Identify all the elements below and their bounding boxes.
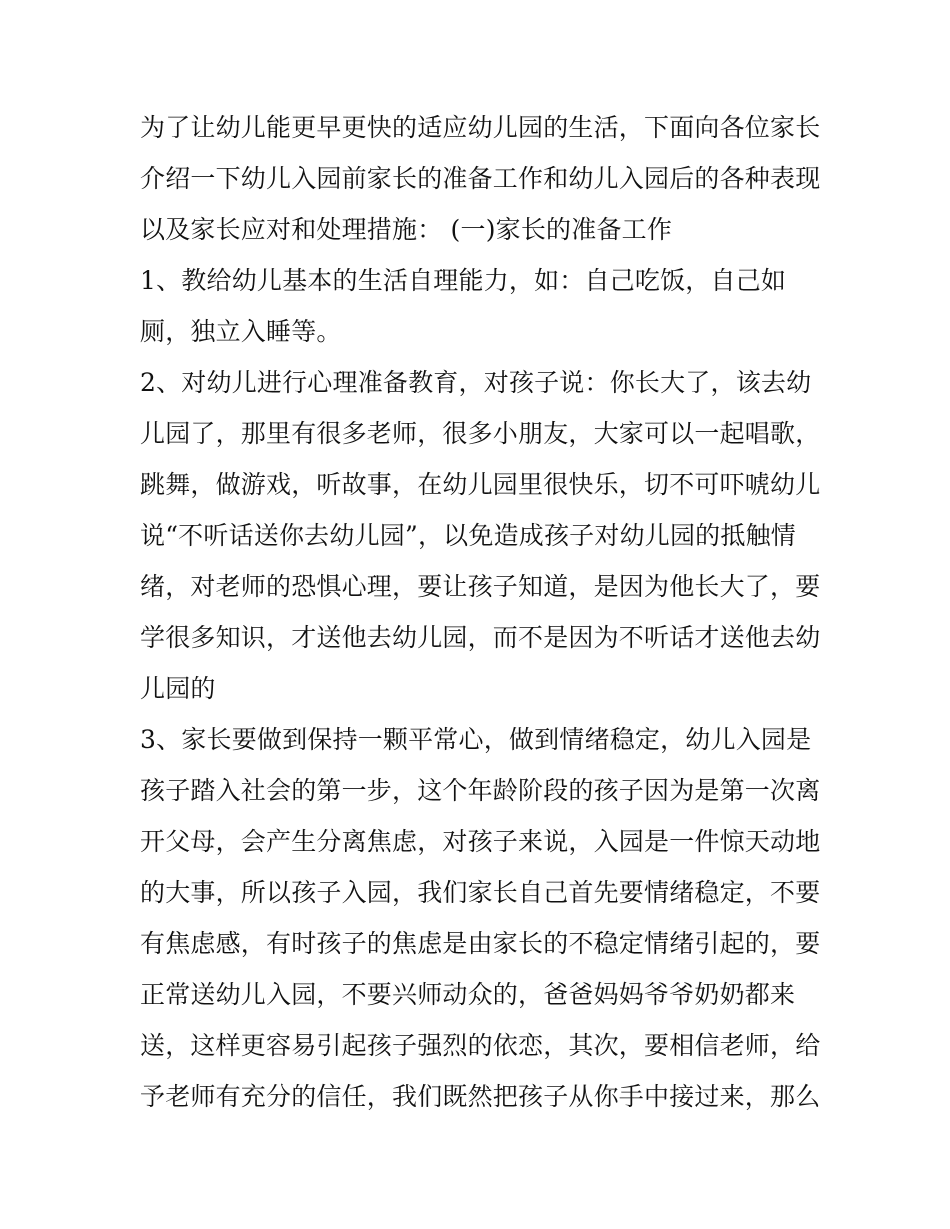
- text-line: 介绍一下幼儿入园前家长的准备工作和幼儿入园后的各种表现: [140, 164, 821, 193]
- text-line: 孩子踏入社会的第一步，这个年龄阶段的孩子因为是第一次离: [140, 776, 821, 805]
- document-body: [140, 102, 821, 1122]
- text-line: 为了让幼儿能更早更快的适应幼儿园的生活，下面向各位家长: [140, 113, 821, 142]
- text-line: 跳舞，做游戏，听故事，在幼儿园里很快乐，切不可吓唬幼儿: [140, 470, 821, 499]
- text-line: 以及家长应对和处理措施： (一)家长的准备工作: [140, 215, 673, 244]
- text-line: 厕，独立入睡等。: [140, 317, 342, 346]
- text-line: 正常送幼儿入园，不要兴师动众的，爸爸妈妈爷爷奶奶都来: [140, 980, 796, 1009]
- text-line: 的大事，所以孩子入园，我们家长自己首先要情绪稳定，不要: [140, 878, 821, 907]
- text-line: 送，这样更容易引起孩子强烈的依恋，其次，要相信老师，给: [140, 1031, 821, 1060]
- text-line: 有焦虑感，有时孩子的焦虑是由家长的不稳定情绪引起的，要: [140, 929, 821, 958]
- text-line: 绪，对老师的恐惧心理，要让孩子知道，是因为他长大了，要: [140, 572, 821, 601]
- text-line: 予老师有充分的信任，我们既然把孩子从你手中接过来，那么: [140, 1082, 821, 1111]
- text-line: 开父母，会产生分离焦虑，对孩子来说，入园是一件惊天动地: [140, 827, 821, 856]
- text-line: 1、教给幼儿基本的生活自理能力，如：自己吃饭，自己如: [140, 266, 787, 295]
- text-line: 2、对幼儿进行心理准备教育，对孩子说：你长大了，该去幼: [140, 368, 812, 397]
- text-line: 3、家长要做到保持一颗平常心，做到情绪稳定，幼儿入园是: [140, 725, 812, 754]
- text-line: 说“不听话送你去幼儿园”，以免造成孩子对幼儿园的抵触情: [140, 521, 796, 550]
- text-line: 学很多知识，才送他去幼儿园，而不是因为不听话才送他去幼: [140, 623, 821, 652]
- text-line: 儿园了，那里有很多老师，很多小朋友，大家可以一起唱歌，: [140, 419, 821, 448]
- text-line: 儿园的: [140, 674, 216, 703]
